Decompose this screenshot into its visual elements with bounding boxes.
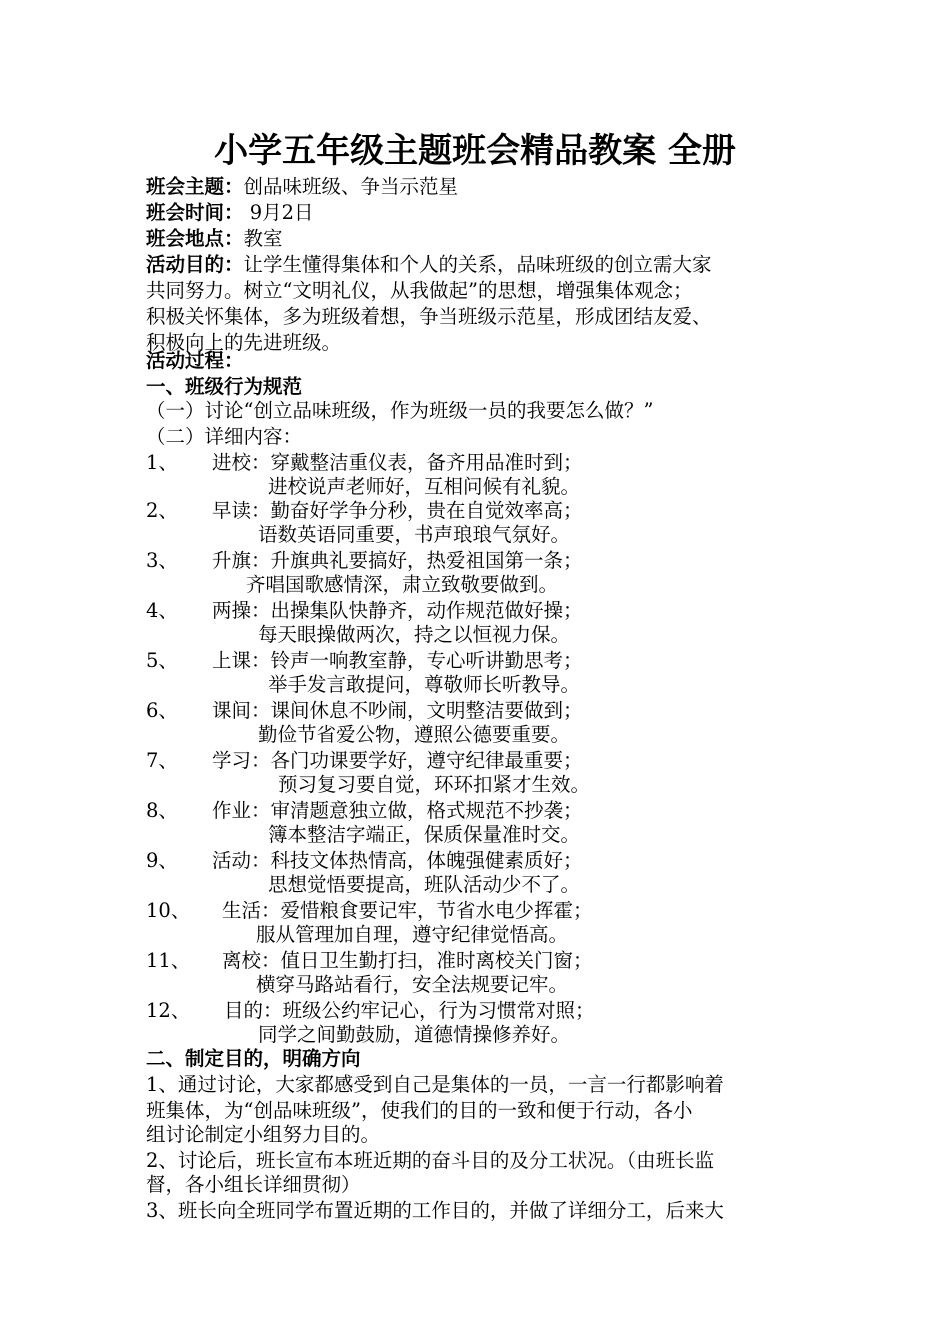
rule-number: 2、 xyxy=(146,499,178,522)
purpose-label: 活动目的： xyxy=(146,253,244,276)
field-location xyxy=(146,226,283,252)
rule-line-2: 同学之间勤鼓励，道德情操修养好。 xyxy=(258,1023,571,1046)
rule-line-2: 横穿马路站看行，安全法规要记牢。 xyxy=(256,973,569,996)
subsection-details: （二）详细内容： xyxy=(146,425,303,448)
rule-number: 3、 xyxy=(146,549,178,572)
document-title: 小学五年级主题班会精品教案 全册 xyxy=(214,131,736,171)
rule-line-1 xyxy=(146,798,583,824)
rule-text: 生活：爱惜粮食要记牢，节省水电少挥霍； xyxy=(222,899,593,922)
field-label: 班会地点： xyxy=(146,227,244,250)
rule-number: 10、 xyxy=(146,899,191,922)
rule-number: 1、 xyxy=(146,451,178,474)
rule-line-1 xyxy=(146,998,595,1024)
purpose-text: 让学生懂得集体和个人的关系，品味班级的创立需大家 xyxy=(243,253,712,276)
rule-text: 活动：科技文体热情高，体魄强健素质好； xyxy=(212,849,583,872)
rule-line-2: 每天眼操做两次，持之以恒视力保。 xyxy=(258,623,571,646)
rule-line-2: 服从管理加自理，遵守纪律觉悟高。 xyxy=(256,923,569,946)
section2-line: 组讨论制定小组努力目的。 xyxy=(146,1123,381,1146)
field-value: 教室 xyxy=(243,227,283,250)
rule-text: 离校：值日卫生勤打扫，准时离校关门窗； xyxy=(222,949,593,972)
rule-text: 目的：班级公约牢记心，行为习惯常对照； xyxy=(224,999,595,1022)
rule-line-2: 预习复习要自觉，环环扣紧才生效。 xyxy=(278,773,591,796)
rule-line-1 xyxy=(146,548,583,574)
section2-heading: 二、制定目的，明确方向 xyxy=(146,1047,361,1070)
rule-line-2: 勤俭节省爱公物，遵照公德要重要。 xyxy=(258,723,571,746)
section2-line: 督，各小组长详细贯彻） xyxy=(146,1173,361,1196)
purpose-line: 积极向上的先进班级。 xyxy=(146,331,342,354)
rule-text: 进校：穿戴整洁重仪表，备齐用品准时到； xyxy=(212,451,583,474)
rule-text: 课间：课间休息不吵闹，文明整洁要做到； xyxy=(212,699,583,722)
rule-line-1 xyxy=(146,848,583,874)
section2-line: 2、讨论后，班长宣布本班近期的奋斗目的及分工状况。（由班长监 xyxy=(146,1149,715,1172)
rule-number: 11、 xyxy=(146,949,191,972)
rule-line-1 xyxy=(146,748,583,774)
rule-line-1 xyxy=(146,698,583,724)
rule-text: 上课：铃声一响教室静，专心听讲勤思考； xyxy=(212,649,583,672)
rule-line-1 xyxy=(146,450,583,476)
purpose-line xyxy=(146,252,712,278)
field-label: 班会时间： xyxy=(146,201,244,224)
rule-text: 早读：勤奋好学争分秒，贵在自觉效率高； xyxy=(212,499,583,522)
rule-number: 5、 xyxy=(146,649,178,672)
process-label: 活动过程： xyxy=(146,349,244,372)
rule-line-1 xyxy=(146,898,593,924)
rule-line-2: 簿本整洁字端正，保质保量准时交。 xyxy=(268,823,581,846)
field-value: 创品味班级、争当示范星 xyxy=(243,175,459,198)
rule-line-2: 进校说声老师好，互相问候有礼貌。 xyxy=(268,475,581,498)
rule-line-1 xyxy=(146,498,583,524)
rule-number: 9、 xyxy=(146,849,178,872)
rule-number: 8、 xyxy=(146,799,178,822)
rule-line-2: 举手发言敢提问，尊敬师长听教导。 xyxy=(268,673,581,696)
section2-line: 1、通过讨论，大家都感受到自己是集体的一员，一言一行都影响着 xyxy=(146,1073,724,1096)
field-label: 班会主题： xyxy=(146,175,244,198)
section2-line: 3、班长向全班同学布置近期的工作目的，并做了详细分工，后来大 xyxy=(146,1199,724,1222)
rule-text: 学习：各门功课要学好，遵守纪律最重要； xyxy=(212,749,583,772)
rule-number: 6、 xyxy=(146,699,178,722)
section1-heading: 一、班级行为规范 xyxy=(146,375,303,398)
rule-line-1 xyxy=(146,598,583,624)
rule-text: 作业：审清题意独立做，格式规范不抄袭； xyxy=(212,799,583,822)
rule-line-1 xyxy=(146,948,593,974)
field-value: 9月2日 xyxy=(243,201,314,224)
rule-number: 4、 xyxy=(146,599,178,622)
rule-line-2: 齐唱国歌感情深，肃立致敬要做到。 xyxy=(246,573,559,596)
section2-line: 班集体，为“创品味班级”，使我们的目的一致和便于行动，各小 xyxy=(146,1099,693,1122)
purpose-line: 共同努力。树立“文明礼仪，从我做起”的思想，增强集体观念； xyxy=(146,279,693,302)
subsection-discussion: （一）讨论“创立品味班级，作为班级一员的我要怎么做？” xyxy=(146,399,654,422)
rule-number: 7、 xyxy=(146,749,178,772)
rule-line-2: 语数英语同重要，书声琅琅气氛好。 xyxy=(258,523,571,546)
rule-line-1 xyxy=(146,648,583,674)
field-time xyxy=(146,200,314,226)
rule-text: 两操：出操集队快静齐，动作规范做好操； xyxy=(212,599,583,622)
rule-text: 升旗：升旗典礼要搞好，热爱祖国第一条； xyxy=(212,549,583,572)
rule-number: 12、 xyxy=(146,999,191,1022)
purpose-line: 积极关怀集体，多为班级着想，争当班级示范星，形成团结友爱、 xyxy=(146,305,712,328)
field-theme xyxy=(146,174,458,200)
rule-line-2: 思想觉悟要提高，班队活动少不了。 xyxy=(268,873,581,896)
